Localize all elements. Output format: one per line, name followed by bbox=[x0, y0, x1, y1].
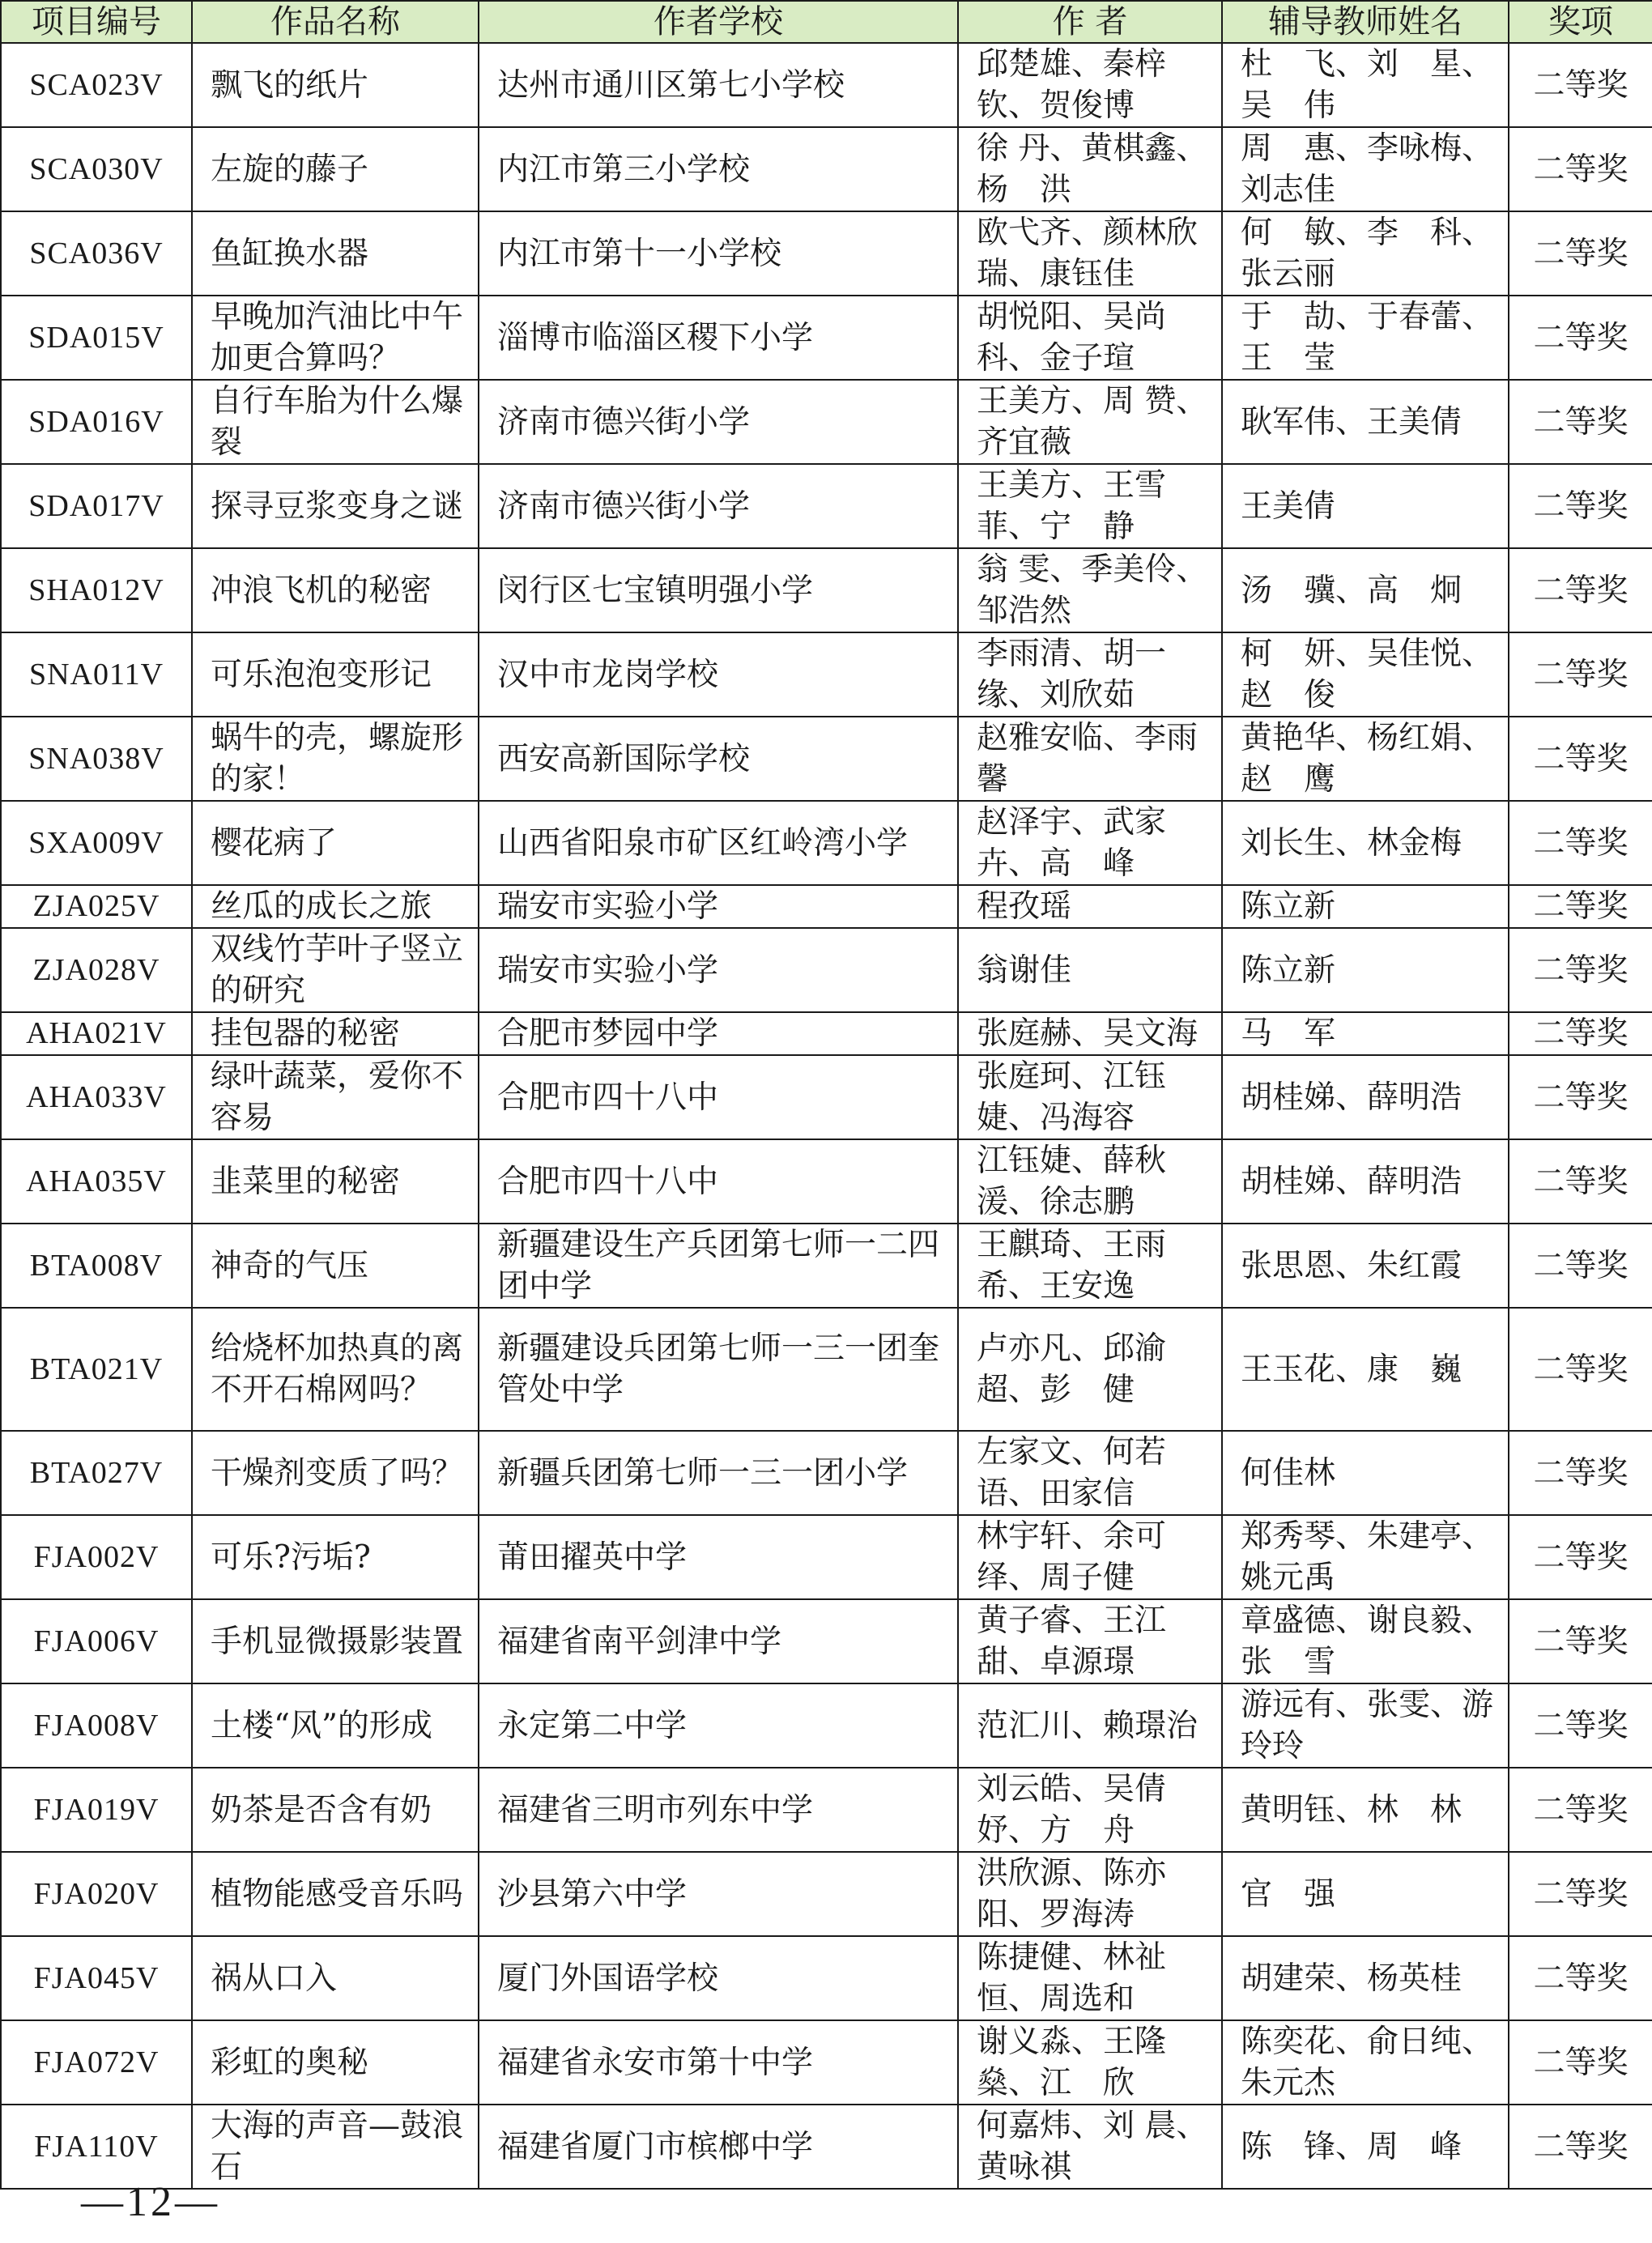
cell-award: 二等奖 bbox=[1509, 380, 1652, 464]
cell-school: 瑞安市实验小学 bbox=[479, 928, 958, 1012]
cell-authors: 黄子睿、王江甜、卓源璟 bbox=[958, 1599, 1222, 1683]
cell-teachers: 杜 飞、刘 星、吴 伟 bbox=[1222, 43, 1509, 127]
table-row bbox=[1, 885, 1652, 928]
cell-project-code: FJA008V bbox=[1, 1683, 192, 1768]
cell-school: 合肥市四十八中 bbox=[479, 1055, 958, 1139]
table-row bbox=[1, 1139, 1652, 1224]
table-row bbox=[1, 1599, 1652, 1683]
cell-work-title: 彩虹的奥秘 bbox=[192, 2020, 479, 2105]
table-row bbox=[1, 632, 1652, 717]
cell-school: 福建省三明市列东中学 bbox=[479, 1768, 958, 1852]
cell-work-title: 可乐?污垢? bbox=[192, 1515, 479, 1599]
cell-school: 合肥市四十八中 bbox=[479, 1139, 958, 1224]
cell-project-code: SDA015V bbox=[1, 296, 192, 380]
cell-project-code: SXA009V bbox=[1, 801, 192, 885]
cell-work-title: 给烧杯加热真的离不开石棉网吗？ bbox=[192, 1308, 479, 1431]
cell-authors: 范汇川、赖璟治 bbox=[958, 1683, 1222, 1768]
cell-authors: 陈捷健、林祉恒、周选和 bbox=[958, 1936, 1222, 2020]
cell-teachers: 黄艳华、杨红娟、赵 鹰 bbox=[1222, 717, 1509, 801]
cell-authors: 徐 丹、黄棋鑫、杨 洪 bbox=[958, 127, 1222, 211]
header-row bbox=[1, 1, 1652, 43]
table-row bbox=[1, 296, 1652, 380]
cell-authors: 张庭赫、吴文海 bbox=[958, 1012, 1222, 1055]
cell-work-title: 绿叶蔬菜，爱你不容易 bbox=[192, 1055, 479, 1139]
cell-authors: 林宇轩、余可绎、周子健 bbox=[958, 1515, 1222, 1599]
cell-award: 二等奖 bbox=[1509, 885, 1652, 928]
header-school: 作者学校 bbox=[479, 1, 958, 43]
cell-school: 福建省厦门市槟榔中学 bbox=[479, 2105, 958, 2189]
header-teachers: 辅导教师姓名 bbox=[1222, 1, 1509, 43]
table-row bbox=[1, 2105, 1652, 2189]
cell-school: 济南市德兴街小学 bbox=[479, 464, 958, 548]
cell-project-code: FJA019V bbox=[1, 1768, 192, 1852]
cell-work-title: 大海的声音—鼓浪石 bbox=[192, 2105, 479, 2189]
cell-authors: 翁谢佳 bbox=[958, 928, 1222, 1012]
cell-project-code: AHA033V bbox=[1, 1055, 192, 1139]
cell-teachers: 游远有、张雯、游玲玲 bbox=[1222, 1683, 1509, 1768]
cell-work-title: 探寻豆浆变身之谜 bbox=[192, 464, 479, 548]
cell-project-code: SNA038V bbox=[1, 717, 192, 801]
cell-authors: 赵雅安临、李雨馨 bbox=[958, 717, 1222, 801]
cell-project-code: FJA020V bbox=[1, 1852, 192, 1936]
cell-award: 二等奖 bbox=[1509, 1936, 1652, 2020]
cell-work-title: 早晚加汽油比中午加更合算吗？ bbox=[192, 296, 479, 380]
cell-authors: 程孜瑶 bbox=[958, 885, 1222, 928]
cell-work-title: 土楼“风”的形成 bbox=[192, 1683, 479, 1768]
cell-work-title: 双线竹芋叶子竖立的研究 bbox=[192, 928, 479, 1012]
cell-work-title: 挂包器的秘密 bbox=[192, 1012, 479, 1055]
cell-award: 二等奖 bbox=[1509, 43, 1652, 127]
cell-award: 二等奖 bbox=[1509, 1599, 1652, 1683]
cell-project-code: FJA002V bbox=[1, 1515, 192, 1599]
cell-teachers: 张思恩、朱红霞 bbox=[1222, 1224, 1509, 1308]
header-work-title: 作品名称 bbox=[192, 1, 479, 43]
cell-award: 二等奖 bbox=[1509, 2020, 1652, 2105]
cell-teachers: 刘长生、林金梅 bbox=[1222, 801, 1509, 885]
cell-award: 二等奖 bbox=[1509, 1515, 1652, 1599]
table-row bbox=[1, 1224, 1652, 1308]
cell-teachers: 柯 妍、吴佳悦、赵 俊 bbox=[1222, 632, 1509, 717]
table-row bbox=[1, 211, 1652, 296]
cell-authors: 王美方、周 赞、齐宜薇 bbox=[958, 380, 1222, 464]
cell-school: 新疆建设生产兵团第七师一二四团中学 bbox=[479, 1224, 958, 1308]
cell-school: 莆田擢英中学 bbox=[479, 1515, 958, 1599]
cell-teachers: 陈立新 bbox=[1222, 885, 1509, 928]
cell-authors: 赵泽宇、武家卉、高 峰 bbox=[958, 801, 1222, 885]
cell-teachers: 何佳林 bbox=[1222, 1431, 1509, 1515]
cell-authors: 左家文、何若语、田家信 bbox=[958, 1431, 1222, 1515]
cell-project-code: ZJA025V bbox=[1, 885, 192, 928]
cell-teachers: 官 强 bbox=[1222, 1852, 1509, 1936]
cell-work-title: 祸从口入 bbox=[192, 1936, 479, 2020]
cell-teachers: 陈立新 bbox=[1222, 928, 1509, 1012]
cell-teachers: 汤 骥、高 炯 bbox=[1222, 548, 1509, 632]
table-row bbox=[1, 1768, 1652, 1852]
cell-school: 新疆兵团第七师一三一团小学 bbox=[479, 1431, 958, 1515]
cell-project-code: AHA035V bbox=[1, 1139, 192, 1224]
table-row bbox=[1, 801, 1652, 885]
cell-school: 达州市通川区第七小学校 bbox=[479, 43, 958, 127]
cell-award: 二等奖 bbox=[1509, 464, 1652, 548]
page-number: —12— bbox=[81, 2179, 220, 2225]
table-row bbox=[1, 1936, 1652, 2020]
cell-project-code: FJA006V bbox=[1, 1599, 192, 1683]
cell-school: 新疆建设兵团第七师一三一团奎管处中学 bbox=[479, 1308, 958, 1431]
table-body bbox=[1, 43, 1652, 2189]
cell-teachers: 马 军 bbox=[1222, 1012, 1509, 1055]
cell-work-title: 飘飞的纸片 bbox=[192, 43, 479, 127]
table-row bbox=[1, 1431, 1652, 1515]
cell-award: 二等奖 bbox=[1509, 2105, 1652, 2189]
cell-authors: 胡悦阳、吴尚科、金子瑄 bbox=[958, 296, 1222, 380]
cell-work-title: 干燥剂变质了吗？ bbox=[192, 1431, 479, 1515]
cell-award: 二等奖 bbox=[1509, 1224, 1652, 1308]
cell-award: 二等奖 bbox=[1509, 1055, 1652, 1139]
cell-project-code: SHA012V bbox=[1, 548, 192, 632]
cell-school: 福建省南平剑津中学 bbox=[479, 1599, 958, 1683]
cell-authors: 张庭珂、江钰婕、冯海容 bbox=[958, 1055, 1222, 1139]
cell-project-code: SCA023V bbox=[1, 43, 192, 127]
cell-project-code: SDA016V bbox=[1, 380, 192, 464]
cell-teachers: 章盛德、谢良毅、张 雪 bbox=[1222, 1599, 1509, 1683]
cell-authors: 何嘉炜、刘 晨、黄咏祺 bbox=[958, 2105, 1222, 2189]
cell-work-title: 植物能感受音乐吗 bbox=[192, 1852, 479, 1936]
cell-teachers: 周 惠、李咏梅、刘志佳 bbox=[1222, 127, 1509, 211]
cell-teachers: 胡建荣、杨英桂 bbox=[1222, 1936, 1509, 2020]
cell-teachers: 胡桂娣、薛明浩 bbox=[1222, 1055, 1509, 1139]
cell-project-code: FJA045V bbox=[1, 1936, 192, 2020]
cell-work-title: 自行车胎为什么爆裂 bbox=[192, 380, 479, 464]
table-row bbox=[1, 928, 1652, 1012]
cell-project-code: SCA036V bbox=[1, 211, 192, 296]
cell-project-code: BTA021V bbox=[1, 1308, 192, 1431]
cell-authors: 卢亦凡、邱渝超、彭 健 bbox=[958, 1308, 1222, 1431]
cell-award: 二等奖 bbox=[1509, 1852, 1652, 1936]
table-row bbox=[1, 2020, 1652, 2105]
cell-authors: 邱楚雄、秦梓钦、贺俊博 bbox=[958, 43, 1222, 127]
cell-project-code: SDA017V bbox=[1, 464, 192, 548]
cell-work-title: 樱花病了 bbox=[192, 801, 479, 885]
table-row bbox=[1, 548, 1652, 632]
cell-project-code: BTA008V bbox=[1, 1224, 192, 1308]
table-row bbox=[1, 1515, 1652, 1599]
cell-project-code: FJA072V bbox=[1, 2020, 192, 2105]
cell-teachers: 陈奕花、俞日纯、朱元杰 bbox=[1222, 2020, 1509, 2105]
cell-award: 二等奖 bbox=[1509, 928, 1652, 1012]
cell-work-title: 韭菜里的秘密 bbox=[192, 1139, 479, 1224]
cell-project-code: BTA027V bbox=[1, 1431, 192, 1515]
cell-authors: 王麒琦、王雨希、王安逸 bbox=[958, 1224, 1222, 1308]
cell-school: 福建省永安市第十中学 bbox=[479, 2020, 958, 2105]
table-row bbox=[1, 380, 1652, 464]
cell-award: 二等奖 bbox=[1509, 1012, 1652, 1055]
cell-work-title: 可乐泡泡变形记 bbox=[192, 632, 479, 717]
table-row bbox=[1, 1055, 1652, 1139]
cell-award: 二等奖 bbox=[1509, 801, 1652, 885]
cell-award: 二等奖 bbox=[1509, 1308, 1652, 1431]
cell-school: 济南市德兴街小学 bbox=[479, 380, 958, 464]
header-award: 奖项 bbox=[1509, 1, 1652, 43]
cell-award: 二等奖 bbox=[1509, 296, 1652, 380]
cell-project-code: AHA021V bbox=[1, 1012, 192, 1055]
cell-teachers: 耿军伟、王美倩 bbox=[1222, 380, 1509, 464]
header-authors: 作 者 bbox=[958, 1, 1222, 43]
cell-project-code: SNA011V bbox=[1, 632, 192, 717]
cell-school: 闵行区七宝镇明强小学 bbox=[479, 548, 958, 632]
cell-award: 二等奖 bbox=[1509, 717, 1652, 801]
header-project-code: 项目编号 bbox=[1, 1, 192, 43]
table-row bbox=[1, 1012, 1652, 1055]
cell-award: 二等奖 bbox=[1509, 548, 1652, 632]
cell-teachers: 黄明钰、林 林 bbox=[1222, 1768, 1509, 1852]
cell-award: 二等奖 bbox=[1509, 1431, 1652, 1515]
cell-authors: 王美方、王雪菲、宁 静 bbox=[958, 464, 1222, 548]
table-row bbox=[1, 1852, 1652, 1936]
cell-school: 内江市第十一小学校 bbox=[479, 211, 958, 296]
cell-work-title: 丝瓜的成长之旅 bbox=[192, 885, 479, 928]
cell-school: 西安高新国际学校 bbox=[479, 717, 958, 801]
cell-teachers: 郑秀琴、朱建亭、姚元禹 bbox=[1222, 1515, 1509, 1599]
cell-authors: 李雨清、胡一缘、刘欣茹 bbox=[958, 632, 1222, 717]
cell-school: 沙县第六中学 bbox=[479, 1852, 958, 1936]
cell-teachers: 王美倩 bbox=[1222, 464, 1509, 548]
cell-authors: 欧弋齐、颜林欣瑞、康钰佳 bbox=[958, 211, 1222, 296]
cell-award: 二等奖 bbox=[1509, 1139, 1652, 1224]
table-row bbox=[1, 1308, 1652, 1431]
cell-work-title: 鱼缸换水器 bbox=[192, 211, 479, 296]
cell-teachers: 于 劼、于春蕾、王 莹 bbox=[1222, 296, 1509, 380]
cell-school: 淄博市临淄区稷下小学 bbox=[479, 296, 958, 380]
table-row bbox=[1, 464, 1652, 548]
cell-authors: 翁 雯、季美伶、邹浩然 bbox=[958, 548, 1222, 632]
cell-award: 二等奖 bbox=[1509, 632, 1652, 717]
cell-teachers: 何 敏、李 科、张云丽 bbox=[1222, 211, 1509, 296]
table-row bbox=[1, 127, 1652, 211]
cell-school: 瑞安市实验小学 bbox=[479, 885, 958, 928]
cell-authors: 谢义淼、王隆燊、江 欣 bbox=[958, 2020, 1222, 2105]
cell-award: 二等奖 bbox=[1509, 1768, 1652, 1852]
table-row bbox=[1, 1683, 1652, 1768]
cell-authors: 江钰婕、薛秋湲、徐志鹏 bbox=[958, 1139, 1222, 1224]
table-row bbox=[1, 717, 1652, 801]
cell-work-title: 蜗牛的壳，螺旋形的家！ bbox=[192, 717, 479, 801]
cell-school: 汉中市龙岗学校 bbox=[479, 632, 958, 717]
cell-work-title: 冲浪飞机的秘密 bbox=[192, 548, 479, 632]
cell-authors: 洪欣源、陈亦阳、罗海涛 bbox=[958, 1852, 1222, 1936]
cell-work-title: 神奇的气压 bbox=[192, 1224, 479, 1308]
cell-award: 二等奖 bbox=[1509, 1683, 1652, 1768]
cell-project-code: FJA110V bbox=[1, 2105, 192, 2189]
cell-teachers: 王玉花、康 巍 bbox=[1222, 1308, 1509, 1431]
cell-school: 内江市第三小学校 bbox=[479, 127, 958, 211]
cell-school: 永定第二中学 bbox=[479, 1683, 958, 1768]
cell-award: 二等奖 bbox=[1509, 127, 1652, 211]
cell-project-code: SCA030V bbox=[1, 127, 192, 211]
cell-school: 合肥市梦园中学 bbox=[479, 1012, 958, 1055]
cell-project-code: ZJA028V bbox=[1, 928, 192, 1012]
cell-teachers: 胡桂娣、薛明浩 bbox=[1222, 1139, 1509, 1224]
cell-work-title: 左旋的藤子 bbox=[192, 127, 479, 211]
cell-teachers: 陈 锋、周 峰 bbox=[1222, 2105, 1509, 2189]
cell-work-title: 奶茶是否含有奶 bbox=[192, 1768, 479, 1852]
cell-school: 厦门外国语学校 bbox=[479, 1936, 958, 2020]
cell-school: 山西省阳泉市矿区红岭湾小学 bbox=[479, 801, 958, 885]
cell-work-title: 手机显微摄影装置 bbox=[192, 1599, 479, 1683]
cell-award: 二等奖 bbox=[1509, 211, 1652, 296]
cell-authors: 刘云皓、吴倩妤、方 舟 bbox=[958, 1768, 1222, 1852]
table-row bbox=[1, 43, 1652, 127]
